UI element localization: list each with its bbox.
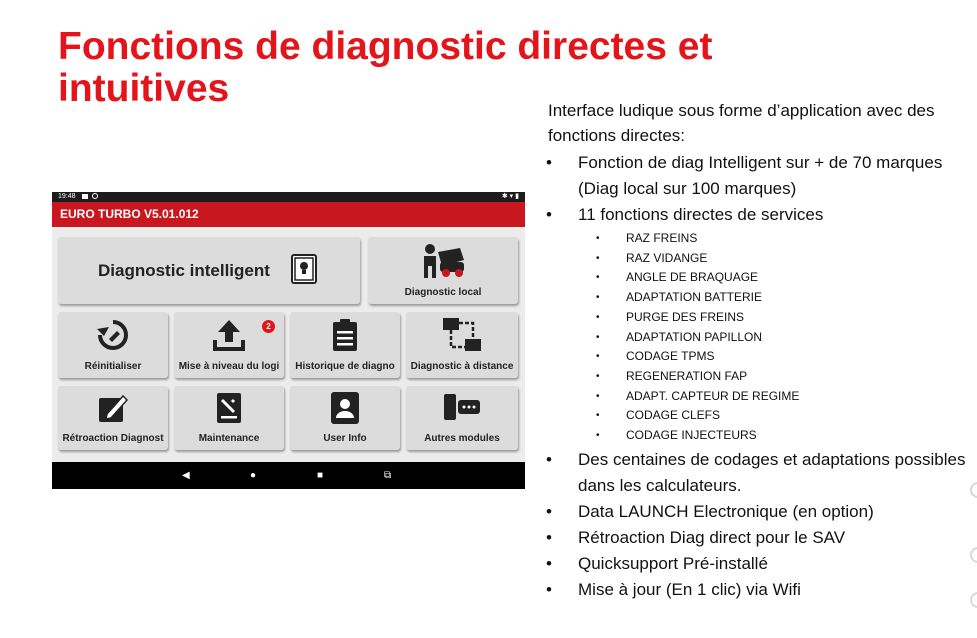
tile-mise-a-niveau[interactable] <box>174 312 284 378</box>
back-icon[interactable]: ◀ <box>182 470 190 481</box>
list-item: • Rétroaction Diag direct pour le SAV <box>546 525 966 551</box>
update-badge: 2 <box>262 320 275 333</box>
tile-label: Maintenance <box>198 433 260 444</box>
bullet: • <box>546 501 552 521</box>
clipboard-icon <box>331 318 359 355</box>
reset-wrench-icon <box>97 319 129 354</box>
status-time: 19:48 <box>58 193 76 200</box>
sub-list-item: • REGENERATION FAP <box>596 368 748 383</box>
sub-list-item: • ANGLE DE BRAQUAGE <box>596 270 759 285</box>
tile-label: Diagnostic à distance <box>410 361 514 372</box>
diagnostic-local-tile[interactable] <box>368 237 518 304</box>
sub-list-item: • PURGE DES FREINS <box>596 309 745 324</box>
tile-label: Autres modules <box>424 433 500 444</box>
tile-label: Rétroaction Diagnost <box>62 433 164 444</box>
feature-list <box>546 150 966 603</box>
list-item: • Des centaines de codages et adaptations possibles dans les calculateurs. <box>546 447 966 499</box>
book-icon <box>291 254 317 287</box>
list-item: • Quicksupport Pré-installé <box>546 551 966 577</box>
status-bar <box>52 192 525 202</box>
service-sublist <box>578 229 966 446</box>
list-item: • 11 fonctions directes de services • RAZ FREINS • RAZ VIDANGE • ANGLE DE BRAQUAGE • ADAPTATION BATTERIE • PURGE DES FREINS • ADAPTATION PAPILLON • CODAGE TPMS • REGENERATION FAP • ADAPT. CAPTEUR DE REGIME • CODAGE CLEFS • CODAGE INJECTEURS <box>546 202 966 446</box>
tile-label: Mise à niveau du logi <box>178 361 280 372</box>
decorative-circle <box>970 592 977 608</box>
maintenance-doc-icon <box>215 391 243 428</box>
network-icon <box>442 317 482 356</box>
tablet-screenshot <box>52 192 525 489</box>
decorative-circle <box>970 547 977 563</box>
bullet: • <box>546 205 552 224</box>
sub-list-item: • ADAPTATION PAPILLON <box>596 329 763 344</box>
notification-icon <box>82 194 88 199</box>
upload-icon <box>212 318 246 355</box>
bullet: • <box>546 449 552 469</box>
user-badge-icon <box>330 391 360 428</box>
slide-title: Fonctions de diagnostic directes et intuitives <box>58 25 713 110</box>
tile-diagnostic-distance[interactable] <box>406 312 518 378</box>
tile-label: Réinitialiser <box>84 361 142 372</box>
app-title-bar: EURO TURBO V5.01.012 <box>52 202 525 227</box>
recents-icon[interactable]: ■ <box>317 470 324 481</box>
bullet: • <box>546 153 552 172</box>
diagnostic-intelligent-label: Diagnostic intelligent <box>98 261 270 280</box>
tile-user-info[interactable] <box>290 386 400 450</box>
screenshot-icon[interactable]: ⧉ <box>384 470 392 481</box>
sync-icon <box>92 193 98 199</box>
tile-reinitialiser[interactable] <box>58 312 168 378</box>
tile-retroaction[interactable] <box>58 386 168 450</box>
bullet: • <box>546 527 552 547</box>
sub-list-item: • RAZ FREINS <box>596 231 698 245</box>
sub-list-item: • ADAPTATION BATTERIE <box>596 290 763 305</box>
sub-list-item: • RAZ VIDANGE <box>596 250 708 265</box>
mechanic-car-icon <box>420 242 466 283</box>
list-item: • Mise à jour (En 1 clic) via Wifi <box>546 577 966 603</box>
android-nav-bar <box>52 462 525 489</box>
sub-list-item: • ADAPT. CAPTEUR DE REGIME <box>596 388 800 403</box>
tile-label: User Info <box>323 433 367 444</box>
intro-text: Interface ludique sous forme d’application avec des fonctions directes: <box>548 101 935 145</box>
diagnostic-intelligent-tile[interactable] <box>58 237 360 304</box>
diagnostic-local-label: Diagnostic local <box>404 287 482 298</box>
tile-historique[interactable] <box>290 312 400 378</box>
tile-maintenance[interactable] <box>174 386 284 450</box>
tile-autres-modules[interactable] <box>406 386 518 450</box>
edit-pencil-icon <box>97 392 129 427</box>
decorative-circle <box>970 482 977 498</box>
status-icons: ✱ ▾ ▮ <box>501 193 519 200</box>
bullet: • <box>546 553 552 573</box>
sub-list-item: • CODAGE TPMS <box>596 349 715 364</box>
list-item: • Data LAUNCH Electronique (en option) <box>546 499 966 525</box>
list-item: • Fonction de diag Intelligent sur + de 70 marques (Diag local sur 100 marques) <box>546 150 966 202</box>
tile-label: Historique de diagno <box>295 361 395 372</box>
sub-list-item: • CODAGE CLEFS <box>596 408 721 423</box>
home-icon[interactable]: ● <box>250 470 257 481</box>
sub-list-item: • CODAGE INJECTEURS <box>596 428 757 443</box>
bullet: • <box>546 579 552 599</box>
modules-icon <box>442 392 482 427</box>
